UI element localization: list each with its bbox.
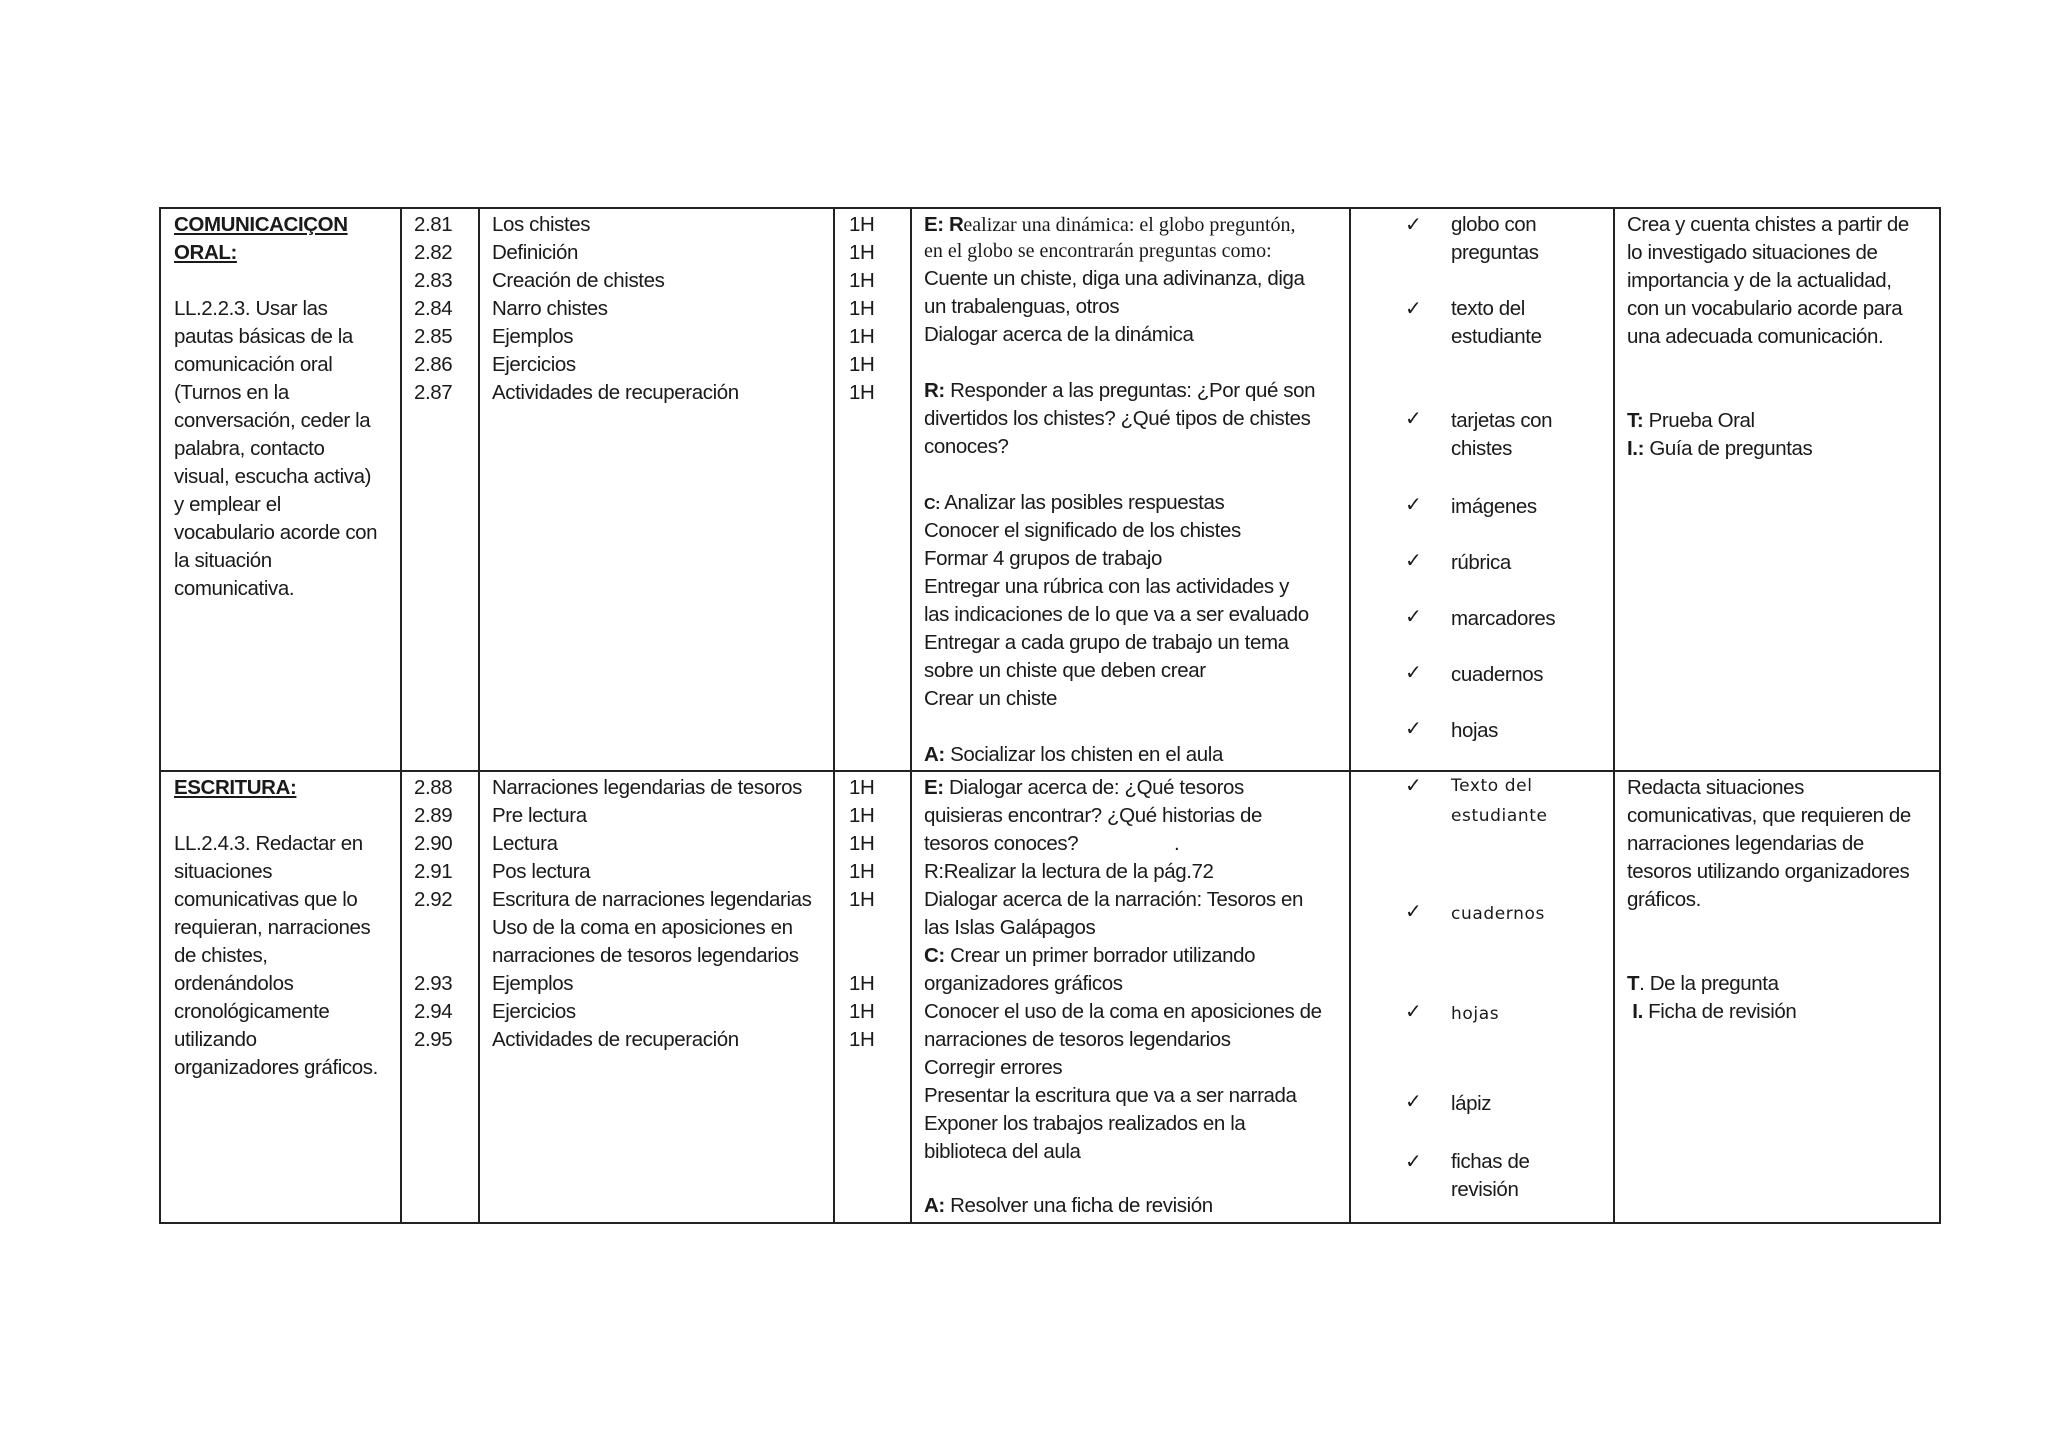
- objective-line: vocabulario acorde con: [174, 521, 378, 544]
- stray-dot: .: [1174, 832, 1180, 855]
- hours-value: 1H: [849, 325, 875, 348]
- activity-line: Crear un chiste: [924, 687, 1058, 710]
- activity-line: Conocer el significado de los chistes: [924, 519, 1241, 542]
- objective-line: pautas básicas de la: [174, 325, 353, 348]
- activity-line: las indicaciones de lo que va a ser evaluado: [924, 603, 1309, 626]
- activity-text: Socializar los chisten en el aula: [944, 743, 1223, 766]
- objective-line: visual, escucha activa): [174, 465, 372, 488]
- activity-text: Analizar las posibles respuestas: [940, 491, 1225, 514]
- instrument-line: [1627, 435, 1812, 463]
- activity-line: R:Realizar la lectura de la pág.72: [924, 860, 1214, 883]
- item-number: 2.94: [414, 1000, 453, 1023]
- activity-line: las Islas Galápagos: [924, 916, 1096, 939]
- evaluation-line: gráficos.: [1627, 888, 1701, 911]
- hours-value: 1H: [849, 860, 875, 883]
- activity-line: Entregar una rúbrica con las actividades y: [924, 575, 1289, 598]
- resource-line: globo con: [1451, 213, 1537, 236]
- activity-text: ealizar una dinámica: el globo preguntón,: [963, 214, 1296, 236]
- objective-line: (Turnos en la: [174, 381, 289, 404]
- topic-line: Ejemplos: [492, 325, 574, 348]
- evaluation-line: con un vocabulario acorde para: [1627, 297, 1903, 320]
- instrument-label: I.: [1627, 1000, 1643, 1023]
- hours-value: 1H: [849, 832, 875, 855]
- check-icon: ✓: [1405, 298, 1422, 320]
- evaluation-line: una adecuada comunicación.: [1627, 325, 1884, 348]
- hours-value: 1H: [849, 241, 875, 264]
- activity-line: Cuente un chiste, diga una adivinanza, diga: [924, 267, 1305, 290]
- item-number: 2.93: [414, 972, 453, 995]
- check-icon: ✓: [1405, 1001, 1422, 1023]
- check-icon: ✓: [1405, 550, 1422, 572]
- activity-line: conoces?: [924, 435, 1009, 458]
- resource-line: hojas: [1451, 1004, 1500, 1024]
- activities-cell: [912, 772, 1351, 1222]
- resource-line: cuadernos: [1451, 663, 1544, 686]
- phase-label: A:: [924, 743, 945, 766]
- activities-cell: [912, 209, 1351, 770]
- check-icon: ✓: [1405, 408, 1422, 430]
- item-number: 2.86: [414, 353, 453, 376]
- resources-cell: [1351, 772, 1615, 1222]
- item-number: 2.87: [414, 381, 453, 404]
- hours-value: 1H: [849, 972, 875, 995]
- objective-line: requieran, narraciones: [174, 916, 371, 939]
- technique-text: Prueba Oral: [1643, 409, 1755, 432]
- objective-line: LL.2.4.3. Redactar en: [174, 832, 363, 855]
- objective-line: la situación: [174, 549, 272, 572]
- hours-value: 1H: [849, 1028, 875, 1051]
- evaluation-line: tesoros utilizando organizadores: [1627, 860, 1910, 883]
- activity-line: [924, 942, 1255, 970]
- activity-line: un trabalenguas, otros: [924, 295, 1120, 318]
- table-row: [161, 772, 1939, 1222]
- objective-line: comunicativas que lo: [174, 888, 358, 911]
- topic-line: Los chistes: [492, 213, 591, 236]
- check-icon: ✓: [1405, 1151, 1422, 1173]
- activity-line: Corregir errores: [924, 1056, 1063, 1079]
- activity-line: biblioteca del aula: [924, 1140, 1081, 1163]
- topic-cell: [480, 209, 835, 770]
- activity-line: quisieras encontrar? ¿Qué historias de: [924, 804, 1263, 827]
- planning-table: [159, 207, 1941, 1224]
- activity-line: Formar 4 grupos de trabajo: [924, 547, 1163, 570]
- objective-line: comunicación oral: [174, 353, 333, 376]
- hours-value: 1H: [849, 353, 875, 376]
- technique-label: T:: [1627, 409, 1644, 432]
- number-cell: [402, 209, 480, 770]
- phase-label: C:: [924, 496, 941, 513]
- hours-value: 1H: [849, 1000, 875, 1023]
- objective-line: cronológicamente: [174, 1000, 330, 1023]
- instrument-text: Ficha de revisión: [1642, 1000, 1797, 1023]
- activity-line: Dialogar acerca de la narración: Tesoros en: [924, 888, 1303, 911]
- activity-line: sobre un chiste que deben crear: [924, 659, 1206, 682]
- objective-line: ordenándolos: [174, 972, 294, 995]
- item-number: 2.84: [414, 297, 453, 320]
- item-number: 2.90: [414, 832, 453, 855]
- resource-line: preguntas: [1451, 241, 1539, 264]
- topic-line: Actividades de recuperación: [492, 381, 739, 404]
- check-icon: ✓: [1405, 901, 1422, 923]
- check-icon: ✓: [1405, 606, 1422, 628]
- resource-line: estudiante: [1451, 806, 1548, 826]
- evaluation-cell: [1615, 772, 1941, 1222]
- phase-label: A:: [924, 1194, 945, 1217]
- topic-line: Definición: [492, 241, 579, 264]
- hours-value: 1H: [849, 213, 875, 236]
- activity-text: Dialogar acerca de: ¿Qué tesoros: [943, 776, 1244, 799]
- item-number: 2.81: [414, 213, 453, 236]
- evaluation-line: importancia y de la actualidad,: [1627, 269, 1892, 292]
- objective-line: y emplear el: [174, 493, 281, 516]
- hours-value: 1H: [849, 297, 875, 320]
- resource-line: texto del: [1451, 297, 1525, 320]
- topic-line: Actividades de recuperación: [492, 1028, 739, 1051]
- objective-cell: [161, 772, 402, 1222]
- resource-line: revisión: [1451, 1178, 1519, 1201]
- technique-line: [1627, 407, 1755, 435]
- technique-line: [1627, 970, 1779, 998]
- activity-line: [924, 741, 1223, 769]
- topic-line: Narraciones legendarias de tesoros: [492, 776, 803, 799]
- resource-line: fichas de: [1451, 1150, 1530, 1173]
- check-icon: ✓: [1405, 775, 1422, 797]
- resource-line: marcadores: [1451, 607, 1556, 630]
- objective-line: LL.2.2.3. Usar las: [174, 297, 328, 320]
- topic-line: Creación de chistes: [492, 269, 665, 292]
- topic-cell: [480, 772, 835, 1222]
- item-number: 2.95: [414, 1028, 453, 1051]
- item-number: 2.83: [414, 269, 453, 292]
- topic-line: Narro chistes: [492, 297, 608, 320]
- phase-label: C:: [924, 944, 945, 967]
- activity-line: Conocer el uso de la coma en aposiciones de: [924, 1000, 1322, 1023]
- section-heading: ESCRITURA:: [174, 776, 297, 799]
- topic-line: narraciones de tesoros legendarios: [492, 944, 799, 967]
- topic-line: Lectura: [492, 832, 558, 855]
- activity-line: [924, 377, 1315, 405]
- resource-line: imágenes: [1451, 495, 1537, 518]
- phase-label: R:: [924, 379, 945, 402]
- hours-value: 1H: [849, 804, 875, 827]
- phase-label: E: R: [924, 213, 964, 236]
- hours-value: 1H: [849, 381, 875, 404]
- resources-cell: [1351, 209, 1615, 770]
- resource-line: hojas: [1451, 719, 1499, 742]
- instrument-label: I.:: [1627, 437, 1645, 460]
- evaluation-line: lo investigado situaciones de: [1627, 241, 1878, 264]
- technique-text: . De la pregunta: [1639, 972, 1779, 995]
- evaluation-line: narraciones legendarias de: [1627, 832, 1864, 855]
- objective-line: comunicativa.: [174, 577, 295, 600]
- topic-line: Escritura de narraciones legendarias: [492, 888, 812, 911]
- activity-text: Responder a las preguntas: ¿Por qué son: [944, 379, 1316, 402]
- technique-label: T: [1627, 972, 1640, 995]
- hours-value: 1H: [849, 776, 875, 799]
- topic-line: Ejercicios: [492, 1000, 576, 1023]
- activity-line: [924, 774, 1244, 802]
- item-number: 2.82: [414, 241, 453, 264]
- section-heading: COMUNICACIÇON: [174, 213, 348, 236]
- item-number: 2.88: [414, 776, 453, 799]
- item-number: 2.85: [414, 325, 453, 348]
- activity-line: [924, 1192, 1213, 1220]
- topic-line: Ejercicios: [492, 353, 576, 376]
- activity-line: organizadores gráficos: [924, 972, 1123, 995]
- resource-line: tarjetas con: [1451, 409, 1553, 432]
- check-icon: ✓: [1405, 494, 1422, 516]
- check-icon: ✓: [1405, 214, 1422, 236]
- item-number: 2.89: [414, 804, 453, 827]
- resource-line: Texto del: [1451, 776, 1533, 796]
- activity-line: Exponer los trabajos realizados en la: [924, 1112, 1246, 1135]
- activity-text: Resolver una ficha de revisión: [944, 1194, 1213, 1217]
- activity-line: [924, 489, 1224, 519]
- item-number: 2.92: [414, 888, 453, 911]
- hours-cell: [835, 209, 912, 770]
- topic-line: Pre lectura: [492, 804, 587, 827]
- check-icon: ✓: [1405, 1091, 1422, 1113]
- activity-line: en el globo se encontrarán preguntas como:: [924, 240, 1272, 262]
- activity-line: Presentar la escritura que va a ser narrada: [924, 1084, 1297, 1107]
- objective-line: organizadores gráficos.: [174, 1056, 378, 1079]
- activity-text: Crear un primer borrador utilizando: [944, 944, 1256, 967]
- objective-cell: [161, 209, 402, 770]
- instrument-line: [1627, 998, 1796, 1026]
- check-icon: ✓: [1405, 718, 1422, 740]
- evaluation-line: comunicativas, que requieren de: [1627, 804, 1911, 827]
- activity-line: Entregar a cada grupo de trabajo un tema: [924, 631, 1289, 654]
- evaluation-cell: [1615, 209, 1941, 770]
- resource-line: estudiante: [1451, 325, 1542, 348]
- objective-line: palabra, contacto: [174, 437, 325, 460]
- objective-line: situaciones: [174, 860, 273, 883]
- objective-line: conversación, ceder la: [174, 409, 371, 432]
- resource-line: cuadernos: [1451, 904, 1545, 924]
- hours-value: 1H: [849, 888, 875, 911]
- number-cell: [402, 772, 480, 1222]
- item-number: 2.91: [414, 860, 453, 883]
- phase-label: E:: [924, 776, 944, 799]
- objective-line: utilizando: [174, 1028, 257, 1051]
- activity-line: tesoros conoces?: [924, 832, 1079, 855]
- activity-line: Dialogar acerca de la dinámica: [924, 323, 1194, 346]
- section-heading: ORAL:: [174, 241, 237, 264]
- activity-line: divertidos los chistes? ¿Qué tipos de chistes: [924, 407, 1311, 430]
- activity-line: [924, 211, 1296, 239]
- check-icon: ✓: [1405, 662, 1422, 684]
- activity-line: narraciones de tesoros legendarios: [924, 1028, 1231, 1051]
- topic-line: Uso de la coma en aposiciones en: [492, 916, 793, 939]
- hours-value: 1H: [849, 269, 875, 292]
- topic-line: Ejemplos: [492, 972, 574, 995]
- hours-cell: [835, 772, 912, 1222]
- topic-line: Pos lectura: [492, 860, 591, 883]
- evaluation-line: Redacta situaciones: [1627, 776, 1805, 799]
- resource-line: rúbrica: [1451, 551, 1511, 574]
- objective-line: de chistes,: [174, 944, 268, 967]
- resource-line: lápiz: [1451, 1092, 1492, 1115]
- resource-line: chistes: [1451, 437, 1513, 460]
- evaluation-line: Crea y cuenta chistes a partir de: [1627, 213, 1909, 236]
- table-row: [161, 209, 1939, 772]
- instrument-text: Guía de preguntas: [1644, 437, 1813, 460]
